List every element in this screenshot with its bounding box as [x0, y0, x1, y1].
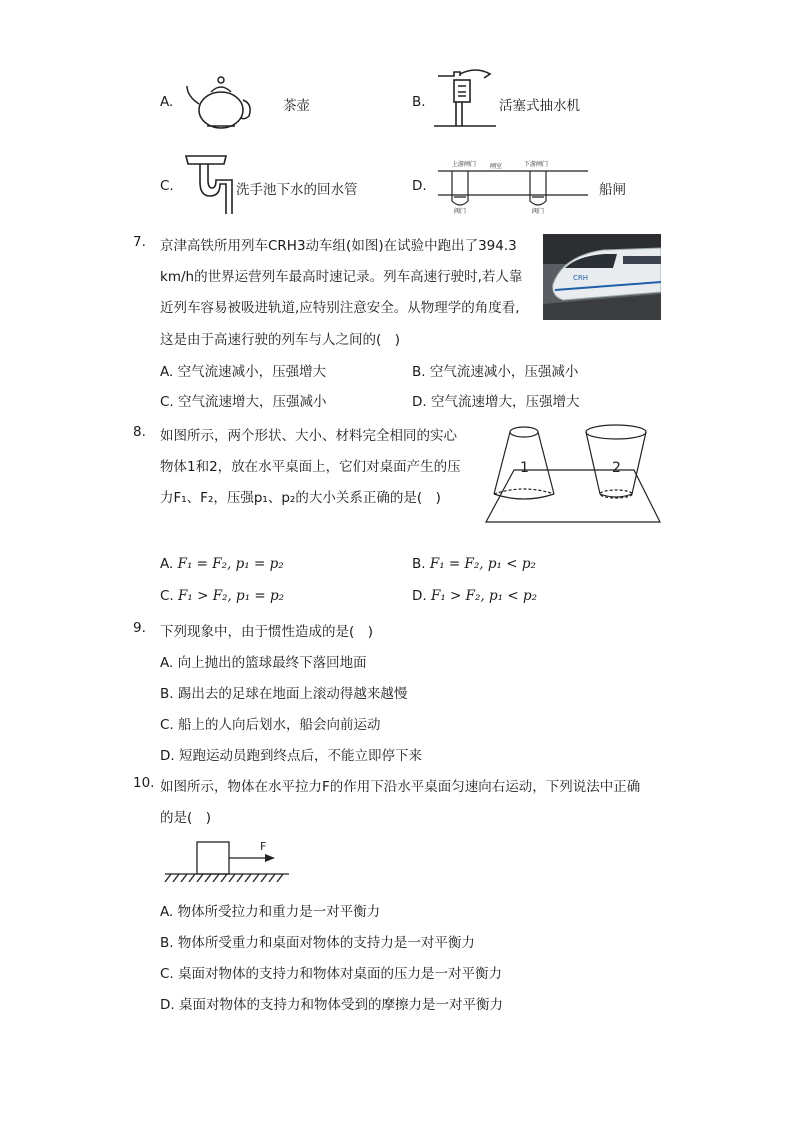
option-text: 空气流速减小，压强增大 [177, 364, 327, 380]
question-number: 7. [133, 234, 146, 250]
option-d [160, 744, 422, 764]
question-line: 如图所示，两个形状、大小、材料完全相同的实心 [160, 428, 457, 444]
question-number: 10. [133, 775, 155, 791]
question-number: 9. [133, 620, 146, 636]
question-line: 力F₁、F₂，压强p₁、p₂的大小关系正确的是( ) [160, 490, 441, 506]
question-stem: 下列现象中，由于惯性造成的是( ) [160, 624, 374, 640]
question-line: 这是由于高速行驶的列车与人之间的( ) [160, 332, 401, 348]
option-text: 桌面对物体的支持力和物体受到的摩擦力是一对平衡力 [178, 997, 503, 1013]
valve-label: 阀门 [454, 208, 467, 215]
question-line: 物体1和2，放在水平桌面上，它们对桌面产生的压 [160, 459, 461, 475]
train-logo: CRH [573, 274, 589, 282]
downstream-gate-label: 下游闸门 [524, 161, 549, 168]
piston-pump-icon [434, 68, 499, 134]
valve-label: 阀门 [532, 208, 545, 215]
option-letter: A. [160, 364, 174, 380]
question-line: km/h的世界运营列车最高时速记录。列车高速行驶时,若人靠 [160, 269, 523, 285]
option-b [160, 682, 407, 702]
option-a [160, 900, 380, 920]
option-letter: D. [412, 178, 427, 194]
option-text: 船上的人向后划水，船会向前运动 [178, 717, 381, 733]
option-letter: B. [412, 94, 426, 110]
option-letter: A. [160, 904, 174, 920]
upstream-gate-label: 上游闸门 [452, 161, 477, 168]
force-label: F [260, 840, 267, 853]
question-number: 8. [133, 424, 146, 440]
option-text: 空气流速减小，压强减小 [429, 364, 579, 380]
option-c [160, 588, 284, 604]
question-line: 如图所示，物体在水平拉力F的作用下沿水平桌面匀速向右运动，下列说法中正确 [160, 779, 641, 795]
option-letter: A. [160, 655, 174, 671]
option-d [412, 588, 537, 604]
option-text: 桌面对物体的支持力和物体对桌面的压力是一对平衡力 [178, 966, 503, 982]
crh-train-photo [543, 234, 661, 320]
object-1-label: 1 [520, 460, 529, 476]
option-a [160, 556, 284, 572]
option-letter: B. [412, 364, 426, 380]
option-c [160, 713, 381, 733]
option-text: 踢出去的足球在地面上滚动得越来越慢 [177, 686, 408, 702]
option-text: 空气流速增大，压强增大 [430, 394, 580, 410]
option-b [412, 556, 536, 572]
object-2-label: 2 [612, 460, 621, 476]
question-line: 的是( ) [160, 810, 212, 826]
option-letter: D. [160, 748, 175, 764]
option-letter: A. [160, 94, 174, 110]
option-text: 物体所受重力和桌面对物体的支持力是一对平衡力 [177, 935, 475, 951]
option-letter: C. [160, 966, 174, 982]
option-letter: B. [160, 935, 174, 951]
option-text: 短跑运动员跑到终点后，不能立即停下来 [178, 748, 422, 764]
option-b [160, 931, 475, 951]
question-line: 近列车容易被吸进轨道,应特别注意安全。从物理学的角度看, [160, 300, 520, 316]
option-a [160, 651, 367, 671]
question-line: 京津高铁所用列车CRH3动车组(如图)在试验中跑出了394.3 [160, 238, 517, 254]
option-text: 向上抛出的篮球最终下落回地面 [177, 655, 367, 671]
option-text: 茶壶 [283, 98, 310, 114]
option-b [412, 360, 578, 380]
option-text: 物体所受拉力和重力是一对平衡力 [177, 904, 381, 920]
option-letter: B. [412, 556, 426, 572]
option-c [160, 390, 327, 410]
option-a [160, 360, 326, 380]
sink-trap-icon [182, 152, 234, 218]
option-letter: D. [412, 588, 427, 604]
option-letter: B. [160, 686, 174, 702]
option-letter: C. [160, 394, 174, 410]
option-letter: D. [412, 394, 427, 410]
option-text: 空气流速增大，压强减小 [178, 394, 327, 410]
option-text: F₁ > F₂, p₁ < p₂ [430, 588, 538, 604]
option-letter: C. [160, 717, 174, 733]
option-text: 洗手池下水的回水管 [236, 182, 358, 198]
force-arrow-icon [265, 854, 275, 862]
teapot-icon [183, 70, 253, 132]
ship-lock-icon [438, 157, 588, 215]
option-letter: C. [160, 588, 174, 604]
option-text: F₁ > F₂, p₁ = p₂ [178, 588, 285, 604]
option-text: 活塞式抽水机 [499, 98, 580, 114]
option-letter: A. [160, 556, 174, 572]
frustum-figure [484, 420, 664, 526]
option-letter: D. [160, 997, 175, 1013]
block-force-figure [163, 836, 293, 886]
lock-chamber-label: 闸室 [490, 163, 503, 170]
option-d [412, 390, 579, 410]
option-text: 船闸 [599, 182, 626, 198]
option-c [160, 962, 502, 982]
option-text: F₁ = F₂, p₁ = p₂ [177, 556, 284, 572]
option-letter: C. [160, 178, 174, 194]
option-text: F₁ = F₂, p₁ < p₂ [429, 556, 536, 572]
option-d [160, 993, 503, 1013]
